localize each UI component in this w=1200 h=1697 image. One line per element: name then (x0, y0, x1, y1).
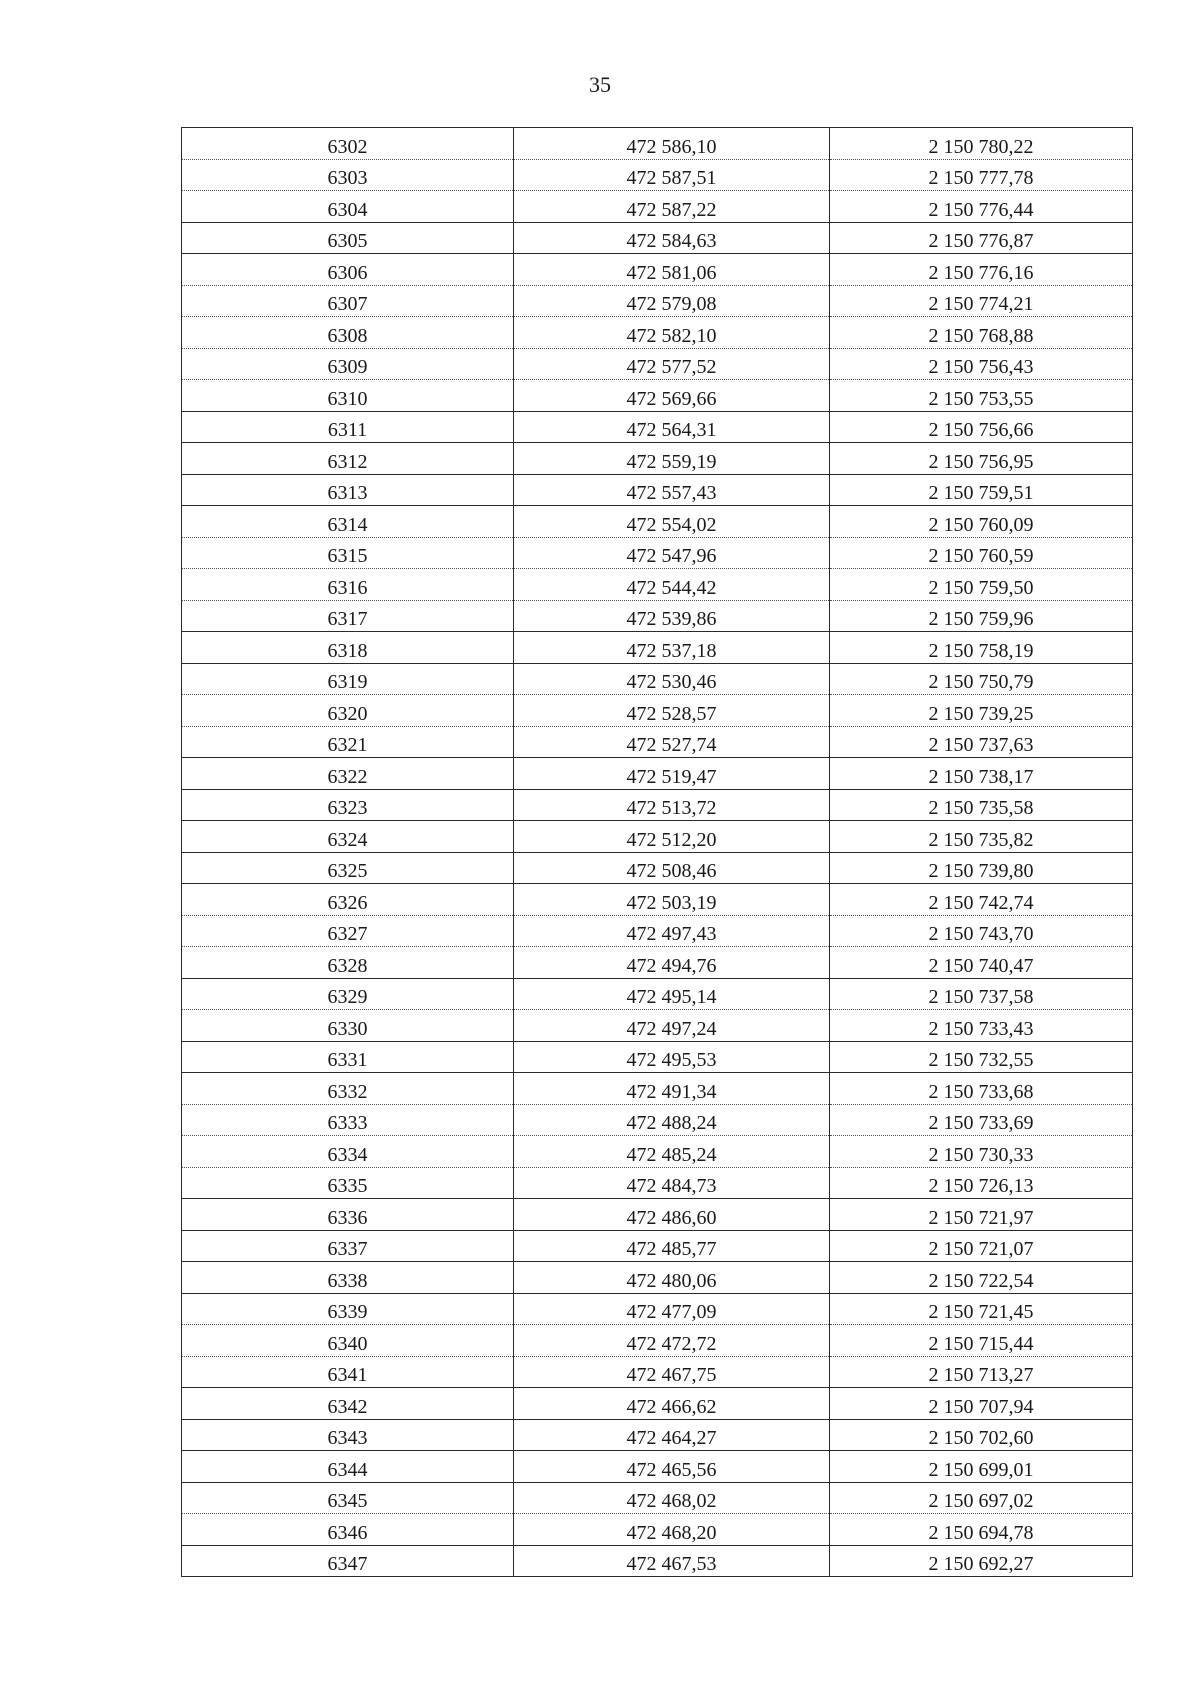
x-coordinate-cell: 472 530,46 (514, 663, 830, 695)
point-number-cell: 6326 (182, 884, 514, 916)
x-coordinate-cell: 472 508,46 (514, 852, 830, 884)
table-row (182, 915, 1133, 947)
table-row (182, 1293, 1133, 1325)
table-row (182, 1136, 1133, 1168)
table-row (182, 1388, 1133, 1420)
y-coordinate-cell: 2 150 733,69 (830, 1104, 1133, 1136)
y-coordinate-cell: 2 150 735,82 (830, 821, 1133, 853)
y-coordinate-cell: 2 150 713,27 (830, 1356, 1133, 1388)
point-number-cell: 6345 (182, 1482, 514, 1514)
y-coordinate-cell: 2 150 737,63 (830, 726, 1133, 758)
table-row (182, 1041, 1133, 1073)
x-coordinate-cell: 472 464,27 (514, 1419, 830, 1451)
point-number-cell: 6312 (182, 443, 514, 475)
y-coordinate-cell: 2 150 780,22 (830, 128, 1133, 160)
y-coordinate-cell: 2 150 758,19 (830, 632, 1133, 664)
y-coordinate-cell: 2 150 777,78 (830, 159, 1133, 191)
page-number: 35 (589, 72, 611, 97)
point-number-cell: 6347 (182, 1545, 514, 1577)
table-row (182, 663, 1133, 695)
table-row (182, 789, 1133, 821)
table-row (182, 1073, 1133, 1105)
x-coordinate-cell: 472 485,24 (514, 1136, 830, 1168)
table-row (182, 285, 1133, 317)
y-coordinate-cell: 2 150 694,78 (830, 1514, 1133, 1546)
x-coordinate-cell: 472 494,76 (514, 947, 830, 979)
x-coordinate-cell: 472 587,22 (514, 191, 830, 223)
y-coordinate-cell: 2 150 722,54 (830, 1262, 1133, 1294)
point-number-cell: 6340 (182, 1325, 514, 1357)
x-coordinate-cell: 472 495,14 (514, 978, 830, 1010)
y-coordinate-cell: 2 150 756,43 (830, 348, 1133, 380)
table-row (182, 821, 1133, 853)
x-coordinate-cell: 472 512,20 (514, 821, 830, 853)
table-row (182, 380, 1133, 412)
y-coordinate-cell: 2 150 721,97 (830, 1199, 1133, 1231)
y-coordinate-cell: 2 150 692,27 (830, 1545, 1133, 1577)
table-row (182, 1104, 1133, 1136)
point-number-cell: 6339 (182, 1293, 514, 1325)
point-number-cell: 6321 (182, 726, 514, 758)
coordinates-table (181, 127, 1133, 1577)
y-coordinate-cell: 2 150 756,66 (830, 411, 1133, 443)
y-coordinate-cell: 2 150 753,55 (830, 380, 1133, 412)
table-row (182, 159, 1133, 191)
table-row (182, 474, 1133, 506)
x-coordinate-cell: 472 527,74 (514, 726, 830, 758)
x-coordinate-cell: 472 484,73 (514, 1167, 830, 1199)
x-coordinate-cell: 472 544,42 (514, 569, 830, 601)
y-coordinate-cell: 2 150 776,44 (830, 191, 1133, 223)
x-coordinate-cell: 472 586,10 (514, 128, 830, 160)
y-coordinate-cell: 2 150 774,21 (830, 285, 1133, 317)
table-row (182, 758, 1133, 790)
x-coordinate-cell: 472 581,06 (514, 254, 830, 286)
y-coordinate-cell: 2 150 738,17 (830, 758, 1133, 790)
y-coordinate-cell: 2 150 776,87 (830, 222, 1133, 254)
table-row (182, 632, 1133, 664)
y-coordinate-cell: 2 150 776,16 (830, 254, 1133, 286)
table-row (182, 1167, 1133, 1199)
table-row (182, 254, 1133, 286)
x-coordinate-cell: 472 466,62 (514, 1388, 830, 1420)
point-number-cell: 6308 (182, 317, 514, 349)
table-row (182, 1514, 1133, 1546)
x-coordinate-cell: 472 486,60 (514, 1199, 830, 1231)
table-row (182, 852, 1133, 884)
y-coordinate-cell: 2 150 732,55 (830, 1041, 1133, 1073)
x-coordinate-cell: 472 477,09 (514, 1293, 830, 1325)
y-coordinate-cell: 2 150 733,68 (830, 1073, 1133, 1105)
point-number-cell: 6311 (182, 411, 514, 443)
x-coordinate-cell: 472 495,53 (514, 1041, 830, 1073)
point-number-cell: 6316 (182, 569, 514, 601)
x-coordinate-cell: 472 564,31 (514, 411, 830, 443)
point-number-cell: 6342 (182, 1388, 514, 1420)
x-coordinate-cell: 472 465,56 (514, 1451, 830, 1483)
point-number-cell: 6338 (182, 1262, 514, 1294)
y-coordinate-cell: 2 150 735,58 (830, 789, 1133, 821)
x-coordinate-cell: 472 497,24 (514, 1010, 830, 1042)
point-number-cell: 6304 (182, 191, 514, 223)
table-row (182, 947, 1133, 979)
x-coordinate-cell: 472 582,10 (514, 317, 830, 349)
point-number-cell: 6343 (182, 1419, 514, 1451)
x-coordinate-cell: 472 467,53 (514, 1545, 830, 1577)
y-coordinate-cell: 2 150 742,74 (830, 884, 1133, 916)
x-coordinate-cell: 472 587,51 (514, 159, 830, 191)
point-number-cell: 6328 (182, 947, 514, 979)
table-row (182, 726, 1133, 758)
point-number-cell: 6307 (182, 285, 514, 317)
x-coordinate-cell: 472 579,08 (514, 285, 830, 317)
table-row (182, 537, 1133, 569)
table-row (182, 411, 1133, 443)
x-coordinate-cell: 472 537,18 (514, 632, 830, 664)
x-coordinate-cell: 472 528,57 (514, 695, 830, 727)
point-number-cell: 6319 (182, 663, 514, 695)
x-coordinate-cell: 472 513,72 (514, 789, 830, 821)
y-coordinate-cell: 2 150 721,45 (830, 1293, 1133, 1325)
x-coordinate-cell: 472 480,06 (514, 1262, 830, 1294)
point-number-cell: 6327 (182, 915, 514, 947)
y-coordinate-cell: 2 150 726,13 (830, 1167, 1133, 1199)
x-coordinate-cell: 472 485,77 (514, 1230, 830, 1262)
x-coordinate-cell: 472 468,20 (514, 1514, 830, 1546)
x-coordinate-cell: 472 488,24 (514, 1104, 830, 1136)
table-row (182, 1419, 1133, 1451)
x-coordinate-cell: 472 467,75 (514, 1356, 830, 1388)
y-coordinate-cell: 2 150 760,09 (830, 506, 1133, 538)
x-coordinate-cell: 472 472,72 (514, 1325, 830, 1357)
table-row (182, 884, 1133, 916)
y-coordinate-cell: 2 150 760,59 (830, 537, 1133, 569)
table-row (182, 1451, 1133, 1483)
table-row (182, 695, 1133, 727)
point-number-cell: 6335 (182, 1167, 514, 1199)
x-coordinate-cell: 472 519,47 (514, 758, 830, 790)
table-row (182, 222, 1133, 254)
y-coordinate-cell: 2 150 759,96 (830, 600, 1133, 632)
table-row (182, 1262, 1133, 1294)
table-row (182, 348, 1133, 380)
point-number-cell: 6325 (182, 852, 514, 884)
y-coordinate-cell: 2 150 737,58 (830, 978, 1133, 1010)
point-number-cell: 6337 (182, 1230, 514, 1262)
x-coordinate-cell: 472 559,19 (514, 443, 830, 475)
point-number-cell: 6341 (182, 1356, 514, 1388)
point-number-cell: 6324 (182, 821, 514, 853)
point-number-cell: 6332 (182, 1073, 514, 1105)
x-coordinate-cell: 472 547,96 (514, 537, 830, 569)
y-coordinate-cell: 2 150 733,43 (830, 1010, 1133, 1042)
x-coordinate-cell: 472 557,43 (514, 474, 830, 506)
point-number-cell: 6330 (182, 1010, 514, 1042)
y-coordinate-cell: 2 150 768,88 (830, 317, 1133, 349)
point-number-cell: 6315 (182, 537, 514, 569)
point-number-cell: 6344 (182, 1451, 514, 1483)
y-coordinate-cell: 2 150 730,33 (830, 1136, 1133, 1168)
y-coordinate-cell: 2 150 697,02 (830, 1482, 1133, 1514)
y-coordinate-cell: 2 150 699,01 (830, 1451, 1133, 1483)
table-row (182, 1325, 1133, 1357)
y-coordinate-cell: 2 150 740,47 (830, 947, 1133, 979)
table-row (182, 1482, 1133, 1514)
x-coordinate-cell: 472 491,34 (514, 1073, 830, 1105)
point-number-cell: 6336 (182, 1199, 514, 1231)
point-number-cell: 6309 (182, 348, 514, 380)
y-coordinate-cell: 2 150 759,50 (830, 569, 1133, 601)
table-row (182, 1199, 1133, 1231)
y-coordinate-cell: 2 150 743,70 (830, 915, 1133, 947)
point-number-cell: 6329 (182, 978, 514, 1010)
point-number-cell: 6303 (182, 159, 514, 191)
point-number-cell: 6320 (182, 695, 514, 727)
y-coordinate-cell: 2 150 739,80 (830, 852, 1133, 884)
table-row (182, 1545, 1133, 1577)
coordinates-table-body (182, 128, 1133, 1577)
x-coordinate-cell: 472 577,52 (514, 348, 830, 380)
table-row (182, 1356, 1133, 1388)
y-coordinate-cell: 2 150 721,07 (830, 1230, 1133, 1262)
x-coordinate-cell: 472 539,86 (514, 600, 830, 632)
table-row (182, 600, 1133, 632)
point-number-cell: 6302 (182, 128, 514, 160)
x-coordinate-cell: 472 468,02 (514, 1482, 830, 1514)
x-coordinate-cell: 472 554,02 (514, 506, 830, 538)
point-number-cell: 6322 (182, 758, 514, 790)
table-row (182, 978, 1133, 1010)
table-row (182, 1010, 1133, 1042)
table-row (182, 506, 1133, 538)
x-coordinate-cell: 472 497,43 (514, 915, 830, 947)
point-number-cell: 6318 (182, 632, 514, 664)
x-coordinate-cell: 472 569,66 (514, 380, 830, 412)
y-coordinate-cell: 2 150 756,95 (830, 443, 1133, 475)
point-number-cell: 6346 (182, 1514, 514, 1546)
point-number-cell: 6333 (182, 1104, 514, 1136)
point-number-cell: 6313 (182, 474, 514, 506)
table-row (182, 128, 1133, 160)
x-coordinate-cell: 472 584,63 (514, 222, 830, 254)
point-number-cell: 6305 (182, 222, 514, 254)
table-row (182, 191, 1133, 223)
table-row (182, 443, 1133, 475)
y-coordinate-cell: 2 150 707,94 (830, 1388, 1133, 1420)
point-number-cell: 6314 (182, 506, 514, 538)
y-coordinate-cell: 2 150 759,51 (830, 474, 1133, 506)
table-row (182, 317, 1133, 349)
point-number-cell: 6323 (182, 789, 514, 821)
y-coordinate-cell: 2 150 715,44 (830, 1325, 1133, 1357)
point-number-cell: 6310 (182, 380, 514, 412)
table-row (182, 569, 1133, 601)
y-coordinate-cell: 2 150 739,25 (830, 695, 1133, 727)
y-coordinate-cell: 2 150 750,79 (830, 663, 1133, 695)
point-number-cell: 6306 (182, 254, 514, 286)
point-number-cell: 6331 (182, 1041, 514, 1073)
x-coordinate-cell: 472 503,19 (514, 884, 830, 916)
point-number-cell: 6334 (182, 1136, 514, 1168)
y-coordinate-cell: 2 150 702,60 (830, 1419, 1133, 1451)
table-row (182, 1230, 1133, 1262)
point-number-cell: 6317 (182, 600, 514, 632)
